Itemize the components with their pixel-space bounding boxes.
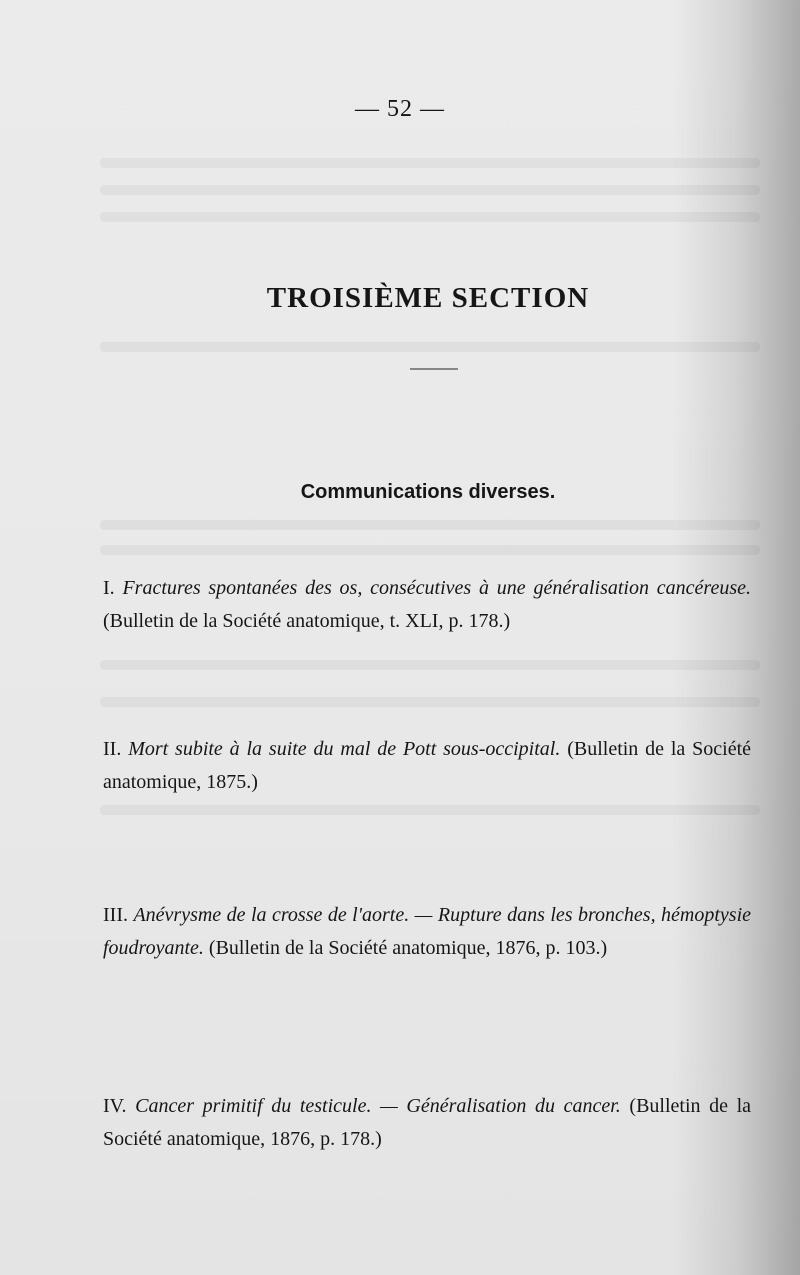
show-through-line: [100, 805, 760, 815]
entry-item: [103, 733, 751, 799]
entry-reference: (Bulletin de la Société anatomique, 1875.): [103, 738, 752, 793]
section-subheading: Communications diverses.: [300, 481, 556, 503]
show-through-line: [100, 185, 760, 195]
show-through-line: [100, 545, 760, 555]
section-title: TROISIÈME SECTION: [266, 282, 590, 314]
entry-numeral: II.: [103, 738, 122, 760]
title-rule: [410, 368, 458, 370]
entry-title: Fractures spontanées des os, consécutives à une généralisation cancéreuse.: [122, 577, 751, 599]
entry-title: Mort subite à la suite du mal de Pott sous-occipital.: [128, 738, 561, 760]
entry-item: [103, 899, 751, 965]
entry-item: [103, 572, 751, 638]
show-through-line: [100, 660, 760, 670]
entry-numeral: I.: [103, 577, 115, 599]
show-through-line: [100, 158, 760, 168]
show-through-line: [100, 212, 760, 222]
page-number: — 52 —: [355, 96, 445, 122]
entry-reference: (Bulletin de la Société anatomique, t. XLI, p. 178.): [103, 610, 511, 632]
entry-title: Anévrysme de la crosse de l'aorte. — Rupture dans les bronches, hémoptysie foudroyante.: [103, 904, 752, 959]
entry-reference: (Bulletin de la Société anatomique, 1876, p. 178.): [103, 1095, 752, 1150]
entry-title: Cancer primitif du testicule. — Généralisation du cancer.: [135, 1095, 621, 1117]
entry-item: [103, 1090, 751, 1156]
show-through-line: [100, 520, 760, 530]
entry-numeral: IV.: [103, 1095, 127, 1117]
entry-numeral: III.: [103, 904, 128, 926]
entry-reference: (Bulletin de la Société anatomique, 1876, p. 103.): [208, 937, 608, 959]
show-through-line: [100, 342, 760, 352]
show-through-line: [100, 697, 760, 707]
